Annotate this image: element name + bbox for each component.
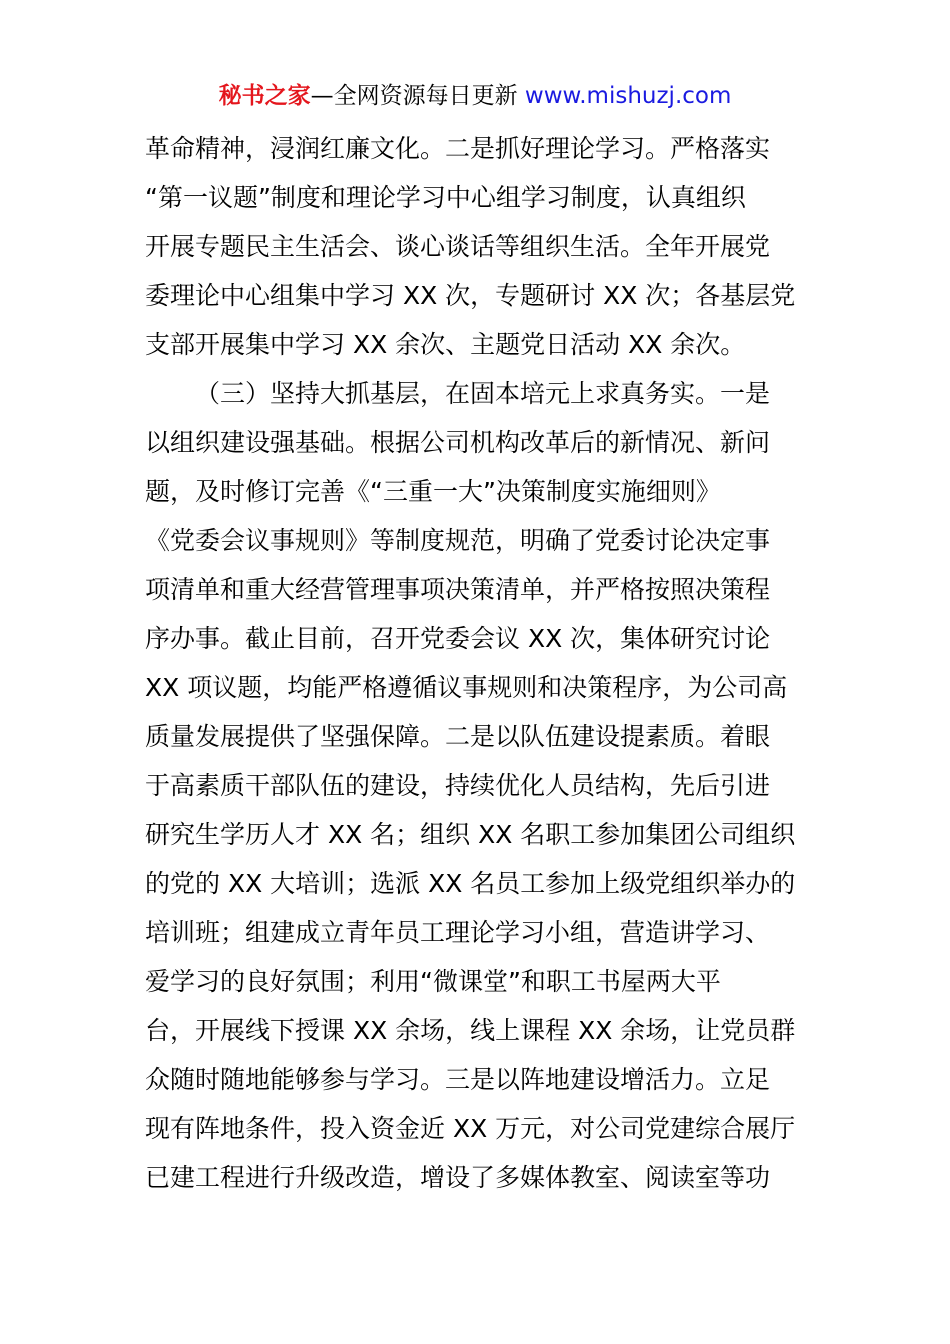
text-line: 于高素质干部队伍的建设，持续优化人员结构，先后引进 xyxy=(145,771,771,800)
text-line: 项清单和重大经营管理事项决策清单，并严格按照决策程 xyxy=(145,575,771,604)
text-line: 的党的 XX 大培训；选派 XX 名员工参加上级党组织举办的 xyxy=(145,869,796,898)
site-header xyxy=(0,80,950,112)
text-line: 已建工程进行升级改造，增设了多媒体教室、阅读室等功 xyxy=(145,1163,771,1192)
text-line: 台，开展线下授课 XX 余场，线上课程 XX 余场，让党员群 xyxy=(145,1016,796,1045)
text-line: 开展专题民主生活会、谈心谈话等组织生活。全年开展党 xyxy=(145,232,771,261)
text-line: 以组织建设强基础。根据公司机构改革后的新情况、新问 xyxy=(145,428,771,457)
text-line: 题，及时修订完善《“三重一大”决策制度实施细则》 xyxy=(145,477,721,506)
text-line: 众随时随地能够参与学习。三是以阵地建设增活力。立足 xyxy=(145,1065,771,1094)
text-line: 质量发展提供了坚强保障。二是以队伍建设提素质。着眼 xyxy=(145,722,771,751)
text-line: 研究生学历人才 XX 名；组织 XX 名职工参加集团公司组织 xyxy=(145,820,796,849)
text-line: “第一议题”制度和理论学习中心组学习制度，认真组织 xyxy=(145,183,746,212)
text-line: 委理论中心组集中学习 XX 次，专题研讨 XX 次；各基层党 xyxy=(145,281,796,310)
text-line: 序办事。截止目前，召开党委会议 XX 次，集体研究讨论 xyxy=(145,624,771,653)
text-line: 现有阵地条件，投入资金近 XX 万元，对公司党建综合展厅 xyxy=(145,1114,796,1143)
site-brand: 秘书之家 xyxy=(218,83,311,109)
text-line: 爱学习的良好氛围；利用“微课堂”和职工书屋两大平 xyxy=(145,967,721,996)
text-line: 《党委会议事规则》等制度规范，明确了党委讨论决定事 xyxy=(145,526,771,555)
text-line: 革命精神，浸润红廉文化。二是抓好理论学习。严格落实 xyxy=(145,134,771,163)
text-line: 培训班；组建成立青年员工理论学习小组，营造讲学习、 xyxy=(145,918,771,947)
site-url-link[interactable]: www.mishuzj.com xyxy=(524,83,732,109)
text-line: XX 项议题，均能严格遵循议事规则和决策程序，为公司高 xyxy=(145,673,788,702)
section-heading-line: （三）坚持大抓基层，在固本培元上求真务实。一是 xyxy=(195,379,771,408)
text-line: 支部开展集中学习 XX 余次、主题党日活动 XX 余次。 xyxy=(145,330,746,359)
site-tagline: —全网资源每日更新 xyxy=(310,83,518,109)
